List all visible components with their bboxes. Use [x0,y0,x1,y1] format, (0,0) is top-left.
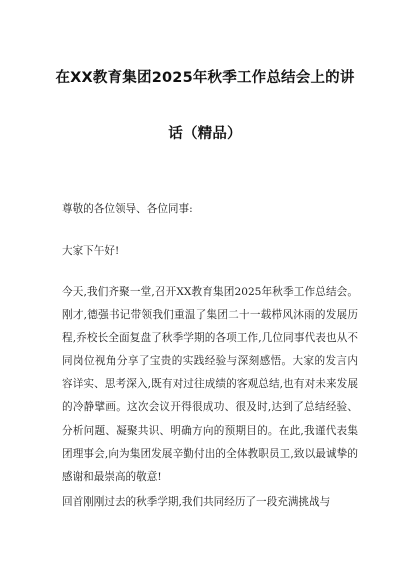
salutation: 尊敬的各位领导、各位同事: [62,203,193,215]
document-title-line-1: 在XX教育集团2025年秋季工作总结会上的讲 [55,70,355,86]
document-title-line-2: 话（精品） [168,126,242,142]
greeting: 大家下午好! [62,245,120,257]
body-paragraph-1: 今天,我们齐聚一堂,召开XX教育集团2025年秋季工作总结会。刚才,德强书记带领我们重温了集团二十一载栉风沐雨的发展历程,乔校长全面复盘了秋季学期的各项工作,几位同事代表也从不同岗位视角分享了宝贵的实践经验与深刻感悟。大家的发言内容详实、思考深入,既有对过往成绩的客观总结,也有对未来发展的冷静擘画。这次会议开得很成功、很及时,达到了总结经验、分析问题、凝聚共识、明确方向的预期目的。在此,我谨代表集团理事会,向为集团发展辛勤付出的全体教职员工,致以最诚挚的感谢和最崇高的敬意! [62,286,358,483]
body-paragraph-2: 回首刚刚过去的秋季学期,我们共同经历了一段充满挑战与 [62,496,331,508]
